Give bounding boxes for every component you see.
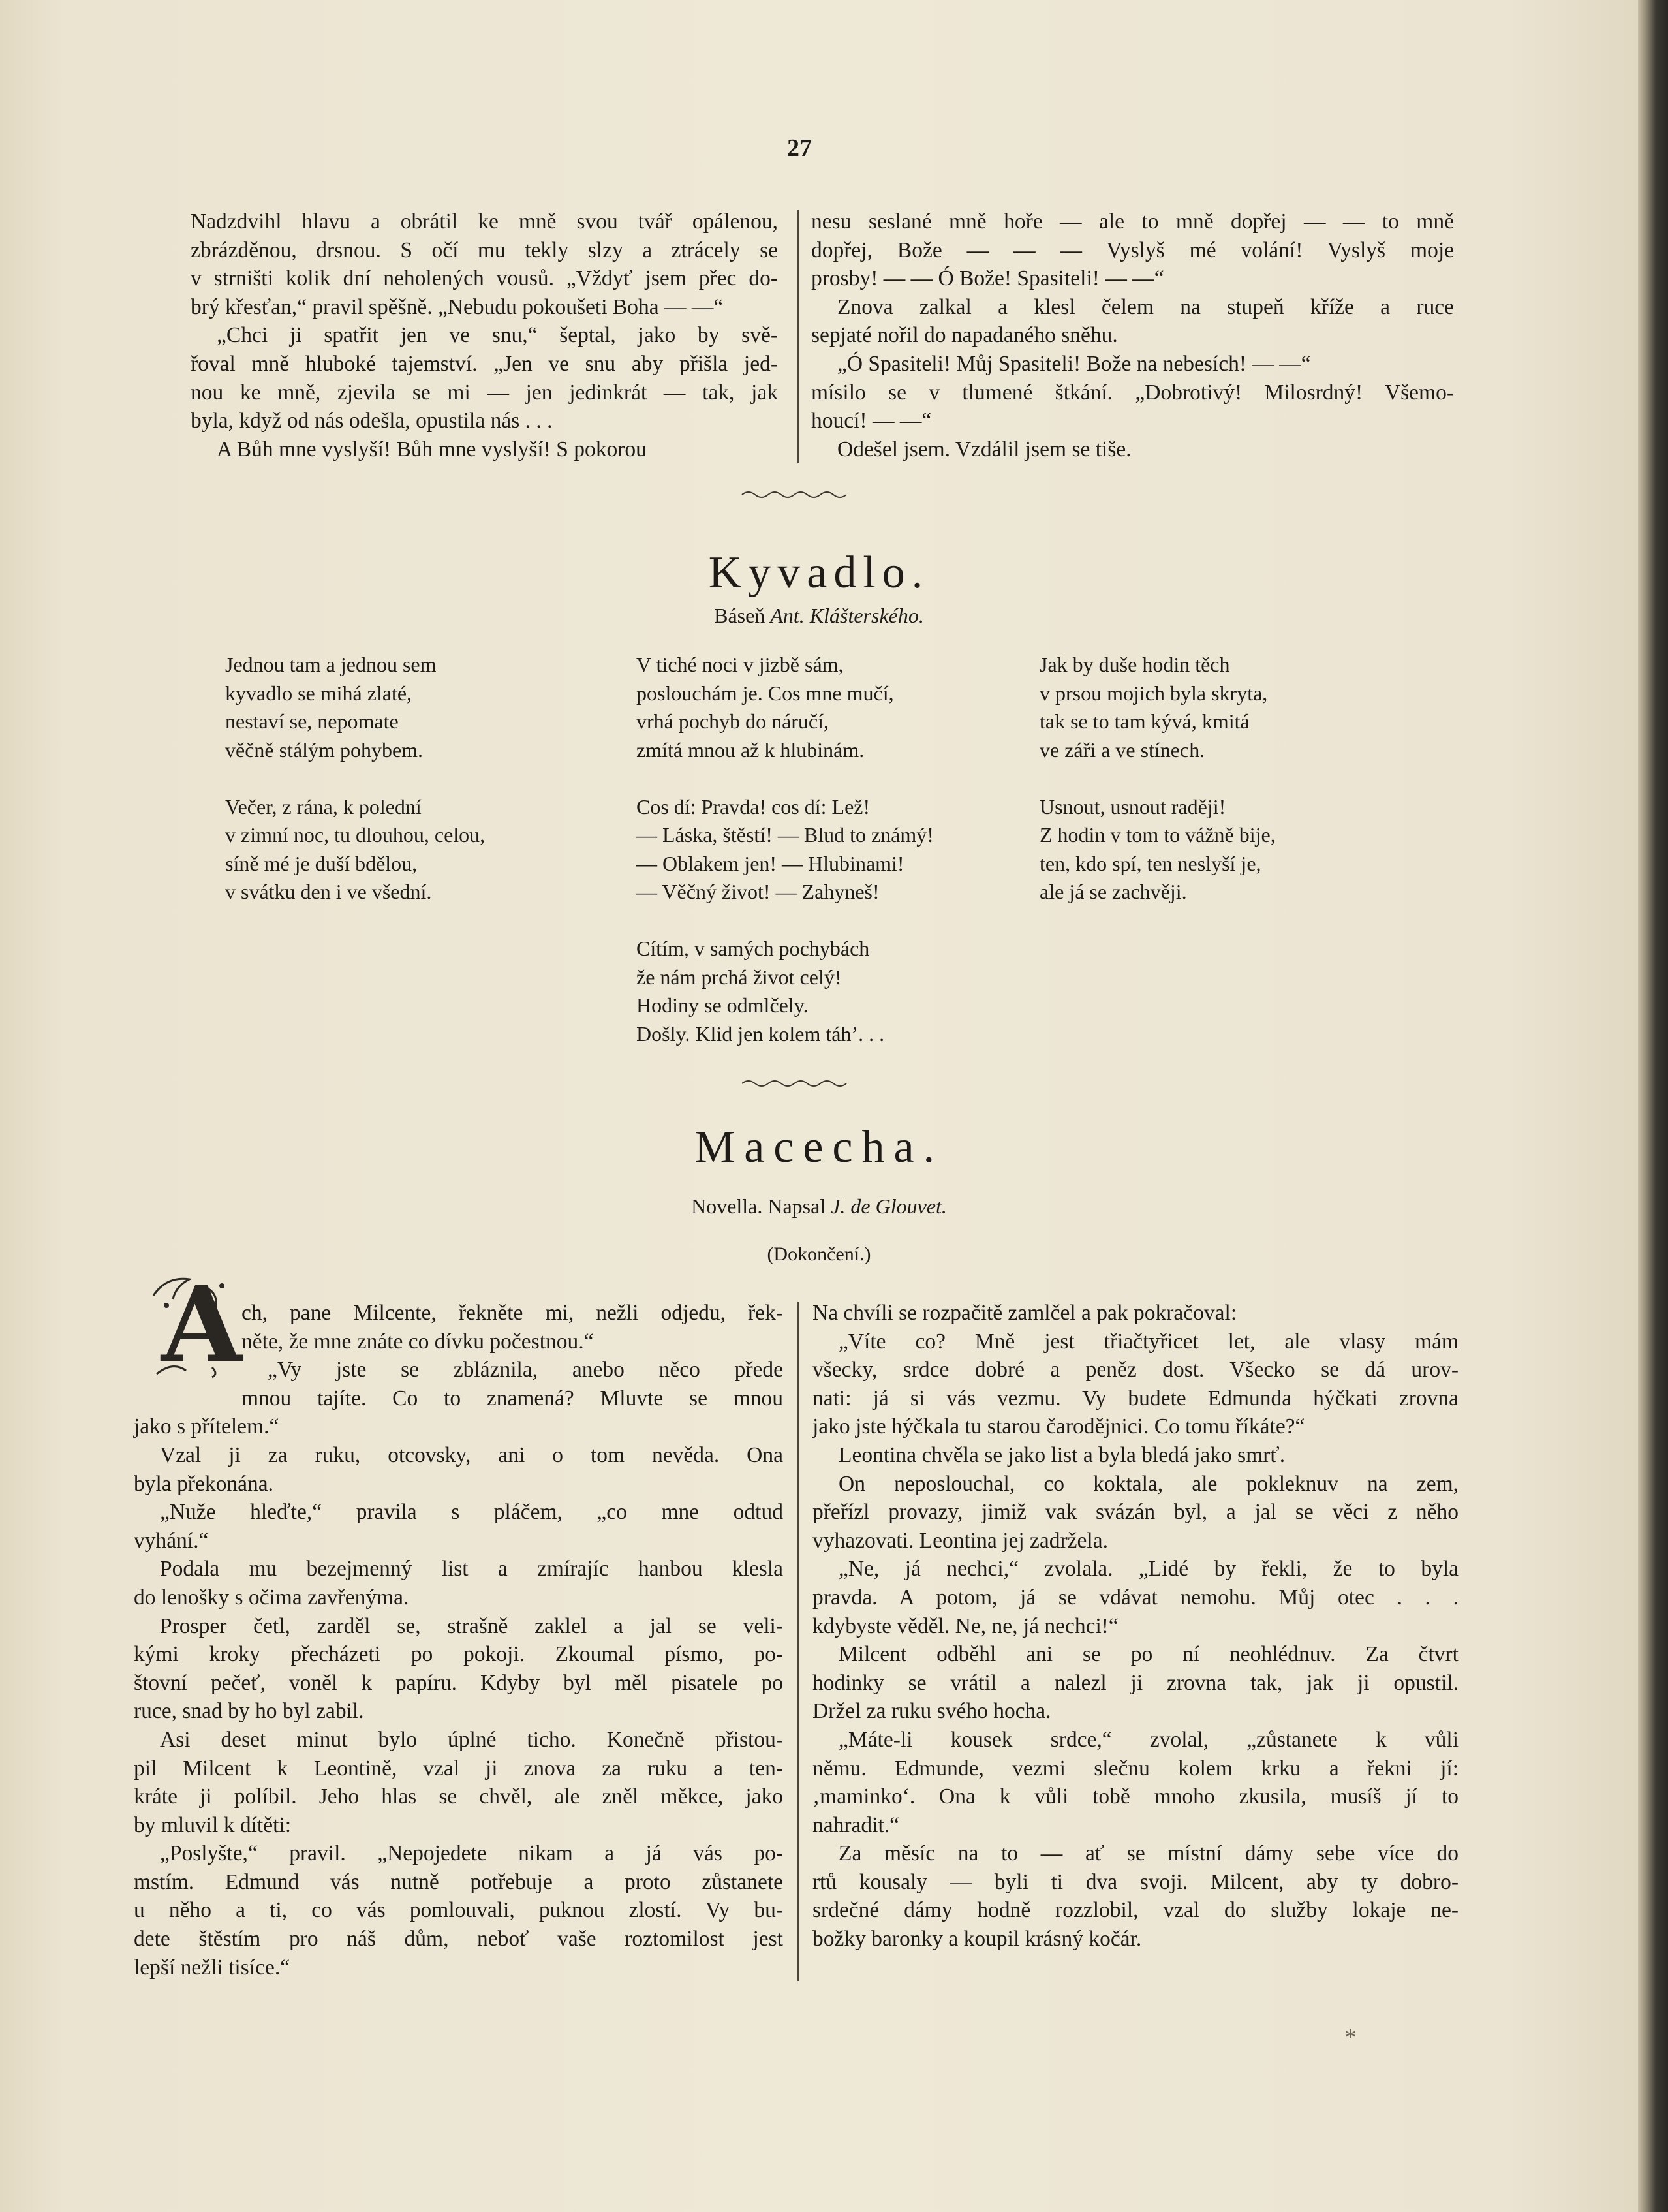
text-line: Asi deset minut bylo úplné ticho. Konečně přistou- <box>160 1727 783 1752</box>
poem-line: zmítá mnou až k hlubinám. <box>636 738 865 762</box>
poem-line: v zimní noc, tu dlouhou, celou, <box>225 823 486 847</box>
text-line: mnou tajíte. Co to znamená? Mluvte se mnou <box>241 1386 783 1410</box>
text-line: brý křesťan,“ pravil spěšně. „Nebudu pokoušeti Boha — —“ <box>191 294 724 319</box>
separator-ornament-1 <box>741 488 852 501</box>
text-line: vyhání.“ <box>134 1528 209 1553</box>
separator-ornament-2 <box>741 1077 852 1090</box>
poem-line: Jednou tam a jednou sem <box>225 653 437 676</box>
poem-line: Cítím, v samých pochybách <box>636 937 870 960</box>
poem-line: Usnout, usnout raději! <box>1040 794 1226 818</box>
text-line: rtů kousaly — byli ti dva svoji. Milcent, aby ty dobro- <box>812 1869 1459 1894</box>
story-byline-author: J. de Glouvet. <box>831 1194 947 1218</box>
story-byline <box>0 1194 1638 1219</box>
poem-line: Z hodin v tom to vážně bije, <box>1040 823 1276 847</box>
story-right-column <box>812 1299 1459 1954</box>
text-line: Milcent odběhl ani se po ní neohlédnuv. Za čtvrt <box>839 1642 1459 1667</box>
text-line: Prosper četl, zarděl se, strašně zaklel a jal se veli- <box>160 1613 783 1638</box>
page-edge-shadow <box>1638 0 1668 2212</box>
poem-line: vrhá pochyb do náručí, <box>636 709 829 733</box>
poem-line: věčně stálým pohybem. <box>225 738 424 762</box>
story-title: Macecha. <box>694 1122 944 1172</box>
text-line: Odešel jsem. Vzdálil jsem se tiše. <box>837 437 1132 461</box>
text-line: mísilo se v tlumené štkání. „Dobrotivý! Milosrdný! Všemo- <box>811 380 1454 405</box>
text-line: dete štěstím pro náš dům, neboť vaše roztomilost jest <box>134 1927 783 1952</box>
text-line: Podala mu bezejmenný list a zmírajíc hanbou klesla <box>160 1557 783 1581</box>
text-line: u něho a ti, co vás pomlouvali, puknou zlostí. Vy bu- <box>134 1898 783 1923</box>
text-line: Za měsíc na to — ať se místní dámy sebe více do <box>839 1841 1459 1866</box>
drop-cap-letter: A <box>161 1263 243 1386</box>
poem-line: Jak by duše hodin těch <box>1040 653 1230 676</box>
text-line: „Nuže hleďte,“ pravila s pláčem, „co mne odtud <box>160 1500 783 1525</box>
poem-stanza <box>1040 651 1276 764</box>
text-line: „Chci ji spatřit jen ve snu,“ šeptal, jako by svě- <box>217 323 778 348</box>
text-line: nesu seslané mně hoře — ale to mně dopřej — — to mně <box>811 210 1454 234</box>
poem-column-3 <box>1040 651 1276 935</box>
text-line: sepjaté nořil do napadaného sněhu. <box>811 323 1118 348</box>
text-line: pil Milcent k Leontině, vzal ji znova za ruku a ten- <box>134 1756 783 1781</box>
poem-line: Došly. Klid jen kolem táh’. . . <box>636 1021 885 1046</box>
poem-stanza <box>636 793 934 907</box>
text-line: dopřej, Bože — — — Vyslyš mé volání! Vyslyš moje <box>811 238 1454 262</box>
text-line: němu. Edmunde, vezmi slečnu kolem krku a řekni jí: <box>812 1756 1459 1781</box>
text-line: nati: já si vás vezmu. Vy budete Edmunda hýčkati zrovna <box>812 1386 1459 1410</box>
story-left-column <box>134 1299 783 1982</box>
text-line: zbrázděnou, drsnou. S očí mu tekly slzy a ztrácely se <box>191 238 778 262</box>
text-line: houcí! — —“ <box>811 409 932 433</box>
text-line: „Víte co? Mně jest třiačtyřicet let, ale vlasy mám <box>839 1329 1459 1354</box>
poem-line: ve záři a ve stínech. <box>1040 738 1205 762</box>
poem-stanza <box>636 935 934 1048</box>
text-line: nou ke mně, zjevila se mi — jen jedinkrát — tak, jak <box>191 380 778 405</box>
poem-line: — Věčný život! — Zahyneš! <box>636 880 880 903</box>
text-line: jako s přítelem.“ <box>134 1414 279 1439</box>
text-line: srdečné dámy hodně rozzlobil, vzal do služby lokaje ne- <box>812 1898 1459 1923</box>
text-line: lepší nežli tisíce.“ <box>134 1955 290 1980</box>
poem-byline-author: Ant. Klášterského. <box>770 604 924 627</box>
poem-line: Hodiny se odmlčely. <box>636 993 809 1017</box>
text-line: ch, pane Milcente, řekněte mi, nežli odjedu, řek- <box>241 1301 783 1325</box>
text-line: hodinky se vrátil a nalezl ji zrovna tak, jak ji opustil. <box>812 1670 1459 1695</box>
poem-byline <box>0 604 1638 628</box>
text-line: pravda. A potom, já se vdávat nemohu. Můj otec . . . <box>812 1585 1459 1610</box>
text-line: „Ne, já nechci,“ zvolala. „Lidé by řekli, že to byla <box>839 1557 1459 1581</box>
poem-line: v prsou mojich byla skryta, <box>1040 681 1268 705</box>
story-byline-prefix: Novella. Napsal <box>691 1194 826 1218</box>
text-line: řoval mně hluboké tajemství. „Jen ve snu aby přišla jed- <box>191 351 778 376</box>
poem-stanza <box>1040 793 1276 907</box>
poem-column-1 <box>225 651 485 935</box>
text-line: prosby! — — Ó Bože! Spasiteli! — —“ <box>811 266 1164 291</box>
poem-line: Cos dí: Pravda! cos dí: Lež! <box>636 794 871 818</box>
text-line: božky baronky a koupil krásný kočár. <box>812 1927 1142 1952</box>
text-line: Nadzdvihl hlavu a obrátil ke mně svou tvář opálenou, <box>191 210 778 234</box>
poem-line: kyvadlo se mihá zlaté, <box>225 681 412 705</box>
text-line: Na chvíli se rozpačitě zamlčel a pak pokračoval: <box>812 1301 1237 1325</box>
text-line: „Máte-li kousek srdce,“ zvolal, „zůstanete k vůli <box>839 1727 1459 1752</box>
text-line: přeřízl provazy, jimiž vak svázán byl, a jal se věci z něho <box>812 1500 1459 1525</box>
text-line: štovní pečeť, voněl k papíru. Kdyby byl měl pisatele po <box>134 1670 783 1695</box>
poem-stanza <box>636 651 934 764</box>
text-line: všecky, srdce dobré a peněz dost. Všecko se dá urov- <box>812 1358 1459 1382</box>
poem-stanza <box>225 651 485 764</box>
text-line: „Vy jste se zbláznila, anebo něco přede <box>268 1358 783 1382</box>
text-line: do lenošky s očima zavřenýma. <box>134 1585 409 1610</box>
poem-stanza <box>225 793 485 907</box>
text-line: jako jste hýčkala tu starou čarodějnici. Co tomu říkáte?“ <box>812 1414 1305 1439</box>
poem-line: nestaví se, nepomate <box>225 709 399 733</box>
poem-column-2 <box>636 651 934 1077</box>
text-line: On neposlouchal, co koktala, ale pokleknuv na zem, <box>839 1471 1459 1496</box>
poem-line: že nám prchá život celý! <box>636 965 842 989</box>
text-line: kráte ji políbil. Jeho hlas se chvěl, ale zněl měkce, jako <box>134 1784 783 1809</box>
text-line: „Poslyšte,“ pravil. „Nepojedete nikam a já vás po- <box>160 1841 783 1866</box>
text-line: by mluvil k dítěti: <box>134 1813 292 1837</box>
top-left-column <box>191 208 778 463</box>
text-line: vyhazovati. Leontina jej zadržela. <box>812 1528 1108 1553</box>
poem-line: síně mé je duší bdělou, <box>225 851 418 875</box>
text-line: v strništi kolik dní neholených vousů. „Vždyť jsem přec do- <box>191 266 778 291</box>
poem-line: ten, kdo spí, ten neslyší je, <box>1040 851 1261 875</box>
text-line: mstím. Edmund vás nutně potřebuje a proto zůstanete <box>134 1869 783 1894</box>
text-line: ‚maminko‘. Ona k vůli tobě mnoho zkusila, musíš jí to <box>812 1784 1459 1809</box>
story-continued: (Dokončení.) <box>767 1243 871 1265</box>
text-line: kými kroky přecházeti po pokoji. Zkoumal písmo, po- <box>134 1642 783 1667</box>
text-line: nahradit.“ <box>812 1813 900 1837</box>
text-line: byla, když od nás odešla, opustila nás . . . <box>191 409 553 433</box>
text-line: něte, že mne znáte co dívku počestnou.“ <box>241 1329 594 1354</box>
poem-line: Večer, z rána, k polední <box>225 794 422 818</box>
text-line: Znova zalkal a klesl čelem na stupeň kříže a ruce <box>837 294 1454 319</box>
text-line: byla překonána. <box>134 1471 273 1496</box>
text-line: Vzal ji za ruku, otcovsky, ani o tom nevěda. Ona <box>160 1442 783 1467</box>
poem-title: Kyvadlo. <box>708 548 930 598</box>
text-line: „Ó Spasiteli! Můj Spasiteli! Bože na nebesích! — —“ <box>837 351 1311 376</box>
poem-byline-prefix: Báseň <box>714 604 765 627</box>
column-divider-story <box>797 1302 799 1981</box>
text-line: kdybyste věděl. Ne, ne, já nechci!“ <box>812 1613 1119 1638</box>
column-divider-top <box>797 210 799 463</box>
text-line: Držel za ruku svého hocha. <box>812 1699 1051 1724</box>
text-line: Leontina chvěla se jako list a byla bledá jako smrť. <box>839 1442 1286 1467</box>
text-line: ruce, snad by ho byl zabil. <box>134 1699 364 1724</box>
end-mark: * <box>1344 2024 1357 2051</box>
poem-line: poslouchám je. Cos mne mučí, <box>636 681 894 705</box>
poem-line: — Oblakem jen! — Hlubinami! <box>636 851 904 875</box>
top-right-column <box>811 208 1454 463</box>
poem-line: — Láska, štěstí! — Blud to známý! <box>636 823 934 847</box>
page-number: 27 <box>787 134 812 162</box>
poem-line: V tiché noci v jizbě sám, <box>636 653 844 676</box>
poem-line: tak se to tam kývá, kmitá <box>1040 709 1250 733</box>
poem-line: v svátku den i ve všední. <box>225 880 432 903</box>
text-line: A Bůh mne vyslyší! Bůh mne vyslyší! S pokorou <box>217 437 647 461</box>
poem-line: ale já se zachvěji. <box>1040 880 1187 903</box>
